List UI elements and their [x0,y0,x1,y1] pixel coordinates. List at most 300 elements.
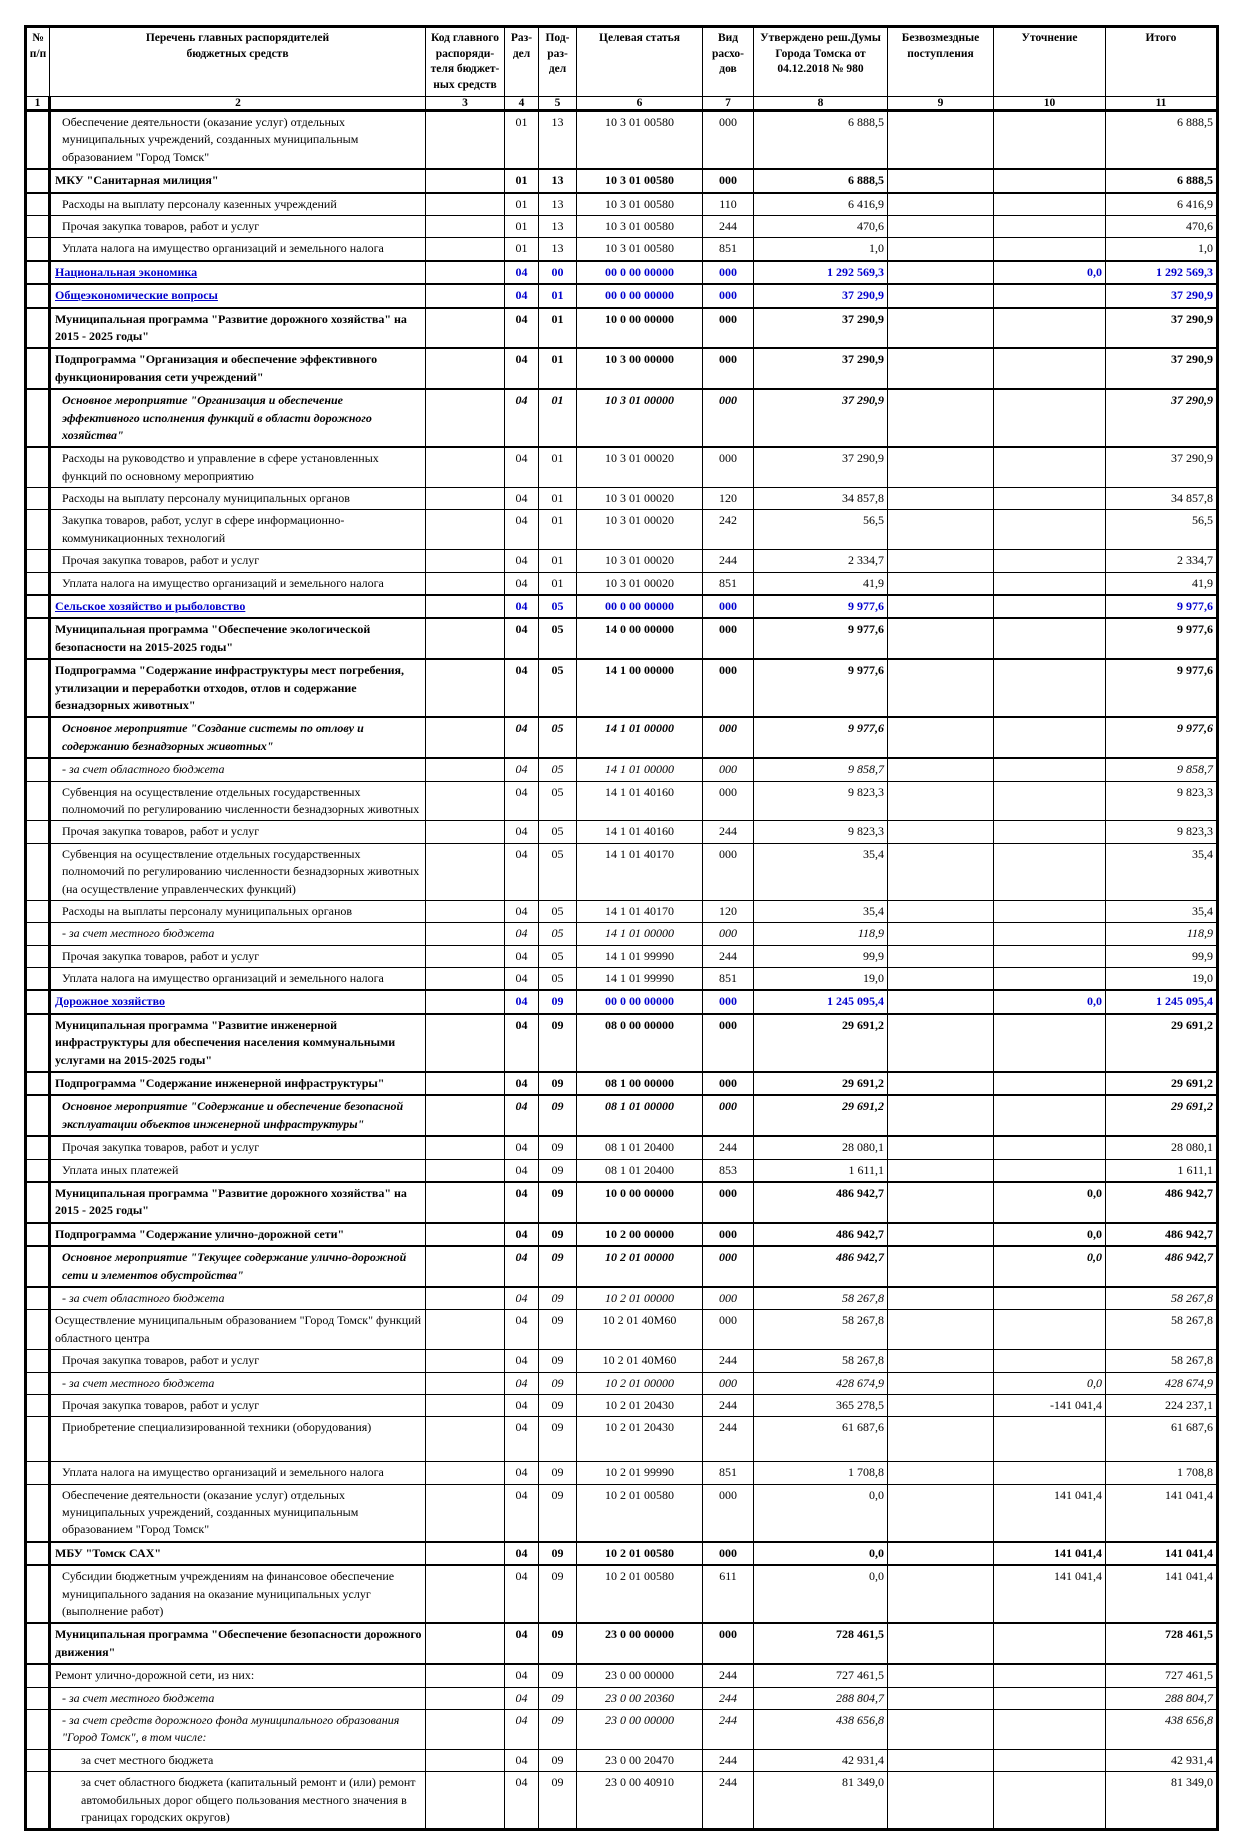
cell-celevaya: 10 2 01 20430 [577,1417,703,1462]
cell-approved: 9 977,6 [754,717,888,758]
table-row [26,193,1218,216]
cell-podrazdel: 09 [539,1246,577,1287]
cell-approved: 37 290,9 [754,389,888,447]
cell-podrazdel: 09 [539,1072,577,1095]
cell-approved: 34 857,8 [754,488,888,510]
cell-total: 58 267,8 [1106,1350,1218,1372]
cell-celevaya: 14 1 01 00000 [577,923,703,945]
cell-gratuitous [888,821,994,843]
cell-total: 727 461,5 [1106,1664,1218,1687]
cell-row-number [26,572,50,595]
cell-code [426,1542,505,1565]
cell-approved: 365 278,5 [754,1394,888,1416]
cell-name: Дорожное хозяйство [50,990,426,1013]
cell-approved: 61 687,6 [754,1417,888,1462]
cell-adjustment [994,1664,1106,1687]
cell-row-number [26,284,50,307]
cell-celevaya: 23 0 00 00000 [577,1623,703,1664]
table-row [26,1749,1218,1771]
cell-row-number [26,510,50,550]
cell-approved: 1 292 569,3 [754,261,888,284]
cell-adjustment [994,1287,1106,1310]
column-number: 11 [1106,97,1218,111]
cell-razdel: 04 [505,1159,539,1182]
cell-code [426,510,505,550]
cell-row-number [26,923,50,945]
cell-adjustment: 0,0 [994,1246,1106,1287]
cell-podrazdel: 13 [539,111,577,170]
cell-razdel: 04 [505,618,539,659]
cell-razdel: 04 [505,1749,539,1771]
cell-adjustment [994,1136,1106,1159]
table-row [26,1159,1218,1182]
cell-row-number [26,968,50,991]
cell-celevaya: 10 3 01 00020 [577,488,703,510]
cell-vid: 000 [703,169,754,192]
cell-name: Общеэкономические вопросы [50,284,426,307]
cell-code [426,1223,505,1246]
cell-approved: 42 931,4 [754,1749,888,1771]
cell-approved: 9 977,6 [754,659,888,717]
cell-vid: 000 [703,1095,754,1136]
table-row [26,945,1218,967]
cell-code [426,1484,505,1542]
cell-code [426,1072,505,1095]
cell-approved: 0,0 [754,1484,888,1542]
cell-adjustment [994,781,1106,821]
cell-adjustment [994,169,1106,192]
cell-code [426,193,505,216]
cell-gratuitous [888,1310,994,1350]
cell-razdel: 01 [505,238,539,261]
cell-gratuitous [888,1687,994,1709]
cell-adjustment [994,923,1106,945]
cell-row-number [26,1542,50,1565]
cell-celevaya: 10 3 00 00000 [577,348,703,389]
cell-celevaya: 10 2 01 40М60 [577,1350,703,1372]
cell-celevaya: 00 0 00 00000 [577,595,703,618]
header-razdel: Раз- дел [505,27,539,97]
table-row [26,1072,1218,1095]
cell-razdel: 04 [505,1182,539,1223]
cell-row-number [26,821,50,843]
cell-adjustment [994,193,1106,216]
cell-total: 9 977,6 [1106,717,1218,758]
cell-total: 29 691,2 [1106,1095,1218,1136]
cell-total: 1 292 569,3 [1106,261,1218,284]
cell-podrazdel: 09 [539,1310,577,1350]
cell-vid: 853 [703,1159,754,1182]
cell-code [426,1417,505,1462]
cell-adjustment [994,1687,1106,1709]
cell-vid: 000 [703,1246,754,1287]
cell-approved: 37 290,9 [754,308,888,349]
cell-vid: 000 [703,1372,754,1394]
cell-code [426,389,505,447]
table-row [26,1246,1218,1287]
cell-podrazdel: 01 [539,348,577,389]
cell-vid: 851 [703,968,754,991]
table-row [26,1709,1218,1749]
cell-vid: 851 [703,572,754,595]
cell-code [426,1350,505,1372]
cell-name: за счет областного бюджета (капитальный ремонт и (или) ремонт автомобильных дорог общего пользования местного значения в границах городских округов) [50,1772,426,1830]
cell-vid: 244 [703,216,754,238]
cell-name: - за счет местного бюджета [50,1372,426,1394]
cell-name: Приобретение специализированной техники (оборудования) [50,1417,426,1462]
cell-total: 6 888,5 [1106,169,1218,192]
cell-podrazdel: 09 [539,1350,577,1372]
cell-gratuitous [888,990,994,1013]
cell-row-number [26,1372,50,1394]
cell-vid: 000 [703,781,754,821]
cell-approved: 19,0 [754,968,888,991]
cell-vid: 611 [703,1565,754,1623]
cell-name: Уплата иных платежей [50,1159,426,1182]
cell-total: 224 237,1 [1106,1394,1218,1416]
cell-total: 56,5 [1106,510,1218,550]
cell-gratuitous [888,193,994,216]
cell-podrazdel: 09 [539,1223,577,1246]
cell-code [426,1664,505,1687]
table-row [26,1417,1218,1462]
cell-name: - за счет областного бюджета [50,758,426,781]
table-row [26,308,1218,349]
cell-vid: 000 [703,1182,754,1223]
cell-total: 470,6 [1106,216,1218,238]
cell-row-number [26,1462,50,1484]
cell-razdel: 04 [505,781,539,821]
cell-approved: 35,4 [754,900,888,922]
cell-approved: 9 858,7 [754,758,888,781]
cell-celevaya: 08 1 01 00000 [577,1095,703,1136]
cell-code [426,348,505,389]
cell-total: 61 687,6 [1106,1417,1218,1462]
cell-gratuitous [888,1014,994,1072]
cell-adjustment [994,284,1106,307]
cell-gratuitous [888,216,994,238]
cell-adjustment: 0,0 [994,1223,1106,1246]
cell-vid: 000 [703,659,754,717]
cell-podrazdel: 00 [539,261,577,284]
cell-adjustment [994,1159,1106,1182]
cell-celevaya: 10 3 01 00020 [577,572,703,595]
cell-celevaya: 23 0 00 20470 [577,1749,703,1771]
cell-name: Подпрограмма "Содержание улично-дорожной сети" [50,1223,426,1246]
cell-code [426,111,505,170]
cell-celevaya: 23 0 00 00000 [577,1709,703,1749]
cell-row-number [26,659,50,717]
cell-code [426,572,505,595]
cell-celevaya: 08 0 00 00000 [577,1014,703,1072]
cell-approved: 1,0 [754,238,888,261]
cell-row-number [26,1350,50,1372]
cell-celevaya: 00 0 00 00000 [577,990,703,1013]
cell-podrazdel: 05 [539,659,577,717]
cell-razdel: 04 [505,389,539,447]
cell-podrazdel: 05 [539,900,577,922]
cell-adjustment [994,1623,1106,1664]
table-row [26,261,1218,284]
cell-code [426,1709,505,1749]
cell-code [426,1287,505,1310]
cell-vid: 000 [703,1310,754,1350]
cell-total: 37 290,9 [1106,447,1218,487]
cell-approved: 41,9 [754,572,888,595]
cell-code [426,990,505,1013]
cell-gratuitous [888,488,994,510]
cell-name: Сельское хозяйство и рыболовство [50,595,426,618]
cell-gratuitous [888,758,994,781]
cell-adjustment [994,945,1106,967]
cell-razdel: 04 [505,821,539,843]
cell-name: Муниципальная программа "Обеспечение экологической безопасности на 2015-2025 годы" [50,618,426,659]
cell-celevaya: 10 2 01 00580 [577,1542,703,1565]
cell-adjustment [994,348,1106,389]
cell-row-number [26,843,50,900]
cell-gratuitous [888,1287,994,1310]
cell-vid: 000 [703,261,754,284]
table-row [26,1287,1218,1310]
cell-vid: 000 [703,923,754,945]
cell-celevaya: 08 1 01 20400 [577,1136,703,1159]
cell-razdel: 04 [505,1462,539,1484]
cell-celevaya: 23 0 00 00000 [577,1664,703,1687]
header-approved: Утверждено реш.Думы Города Томска от 04.12.2018 № 980 [754,27,888,97]
column-number: 5 [539,97,577,111]
cell-row-number [26,1095,50,1136]
cell-celevaya: 14 1 01 00000 [577,758,703,781]
table-row [26,1542,1218,1565]
cell-celevaya: 10 2 01 00000 [577,1372,703,1394]
cell-name: Расходы на выплату персоналу муниципальных органов [50,488,426,510]
cell-total: 37 290,9 [1106,389,1218,447]
cell-podrazdel: 09 [539,1182,577,1223]
cell-celevaya: 00 0 00 00000 [577,261,703,284]
cell-total: 37 290,9 [1106,284,1218,307]
cell-row-number [26,717,50,758]
cell-approved: 486 942,7 [754,1223,888,1246]
cell-vid: 000 [703,843,754,900]
table-row [26,758,1218,781]
table-row [26,717,1218,758]
cell-code [426,284,505,307]
cell-razdel: 04 [505,990,539,1013]
cell-celevaya: 10 3 01 00580 [577,169,703,192]
cell-name: Субвенция на осуществление отдельных государственных полномочий по регулированию численности безнадзорных животных (на осуществление управленческих функций) [50,843,426,900]
cell-gratuitous [888,1417,994,1462]
cell-celevaya: 10 3 01 00580 [577,111,703,170]
cell-adjustment [994,216,1106,238]
cell-adjustment [994,717,1106,758]
cell-code [426,945,505,967]
cell-row-number [26,1417,50,1462]
cell-approved: 428 674,9 [754,1372,888,1394]
cell-row-number [26,1014,50,1072]
cell-razdel: 04 [505,945,539,967]
table-row [26,550,1218,572]
cell-gratuitous [888,572,994,595]
table-row [26,111,1218,170]
cell-row-number [26,261,50,284]
cell-gratuitous [888,618,994,659]
cell-approved: 1 708,8 [754,1462,888,1484]
cell-code [426,1749,505,1771]
cell-total: 9 977,6 [1106,659,1218,717]
cell-razdel: 04 [505,308,539,349]
cell-name: за счет местного бюджета [50,1749,426,1771]
cell-row-number [26,945,50,967]
cell-approved: 9 977,6 [754,595,888,618]
cell-name: Прочая закупка товаров, работ и услуг [50,945,426,967]
cell-code [426,1372,505,1394]
table-row [26,1772,1218,1830]
cell-razdel: 04 [505,1484,539,1542]
cell-total: 141 041,4 [1106,1542,1218,1565]
cell-gratuitous [888,111,994,170]
cell-row-number [26,1484,50,1542]
cell-podrazdel: 13 [539,238,577,261]
table-row [26,1014,1218,1072]
cell-total: 41,9 [1106,572,1218,595]
cell-adjustment: 0,0 [994,1182,1106,1223]
cell-code [426,758,505,781]
cell-celevaya: 10 2 01 40М60 [577,1310,703,1350]
cell-vid: 244 [703,1136,754,1159]
cell-name: - за счет местного бюджета [50,1687,426,1709]
cell-approved: 58 267,8 [754,1287,888,1310]
cell-row-number [26,550,50,572]
column-number: 6 [577,97,703,111]
cell-code [426,1565,505,1623]
cell-total: 438 656,8 [1106,1709,1218,1749]
cell-name: - за счет средств дорожного фонда муниципального образования "Город Томск", в том числе: [50,1709,426,1749]
cell-adjustment: 141 041,4 [994,1484,1106,1542]
cell-total: 1,0 [1106,238,1218,261]
cell-adjustment: 0,0 [994,261,1106,284]
cell-total: 141 041,4 [1106,1565,1218,1623]
cell-podrazdel: 09 [539,1749,577,1771]
table-row [26,216,1218,238]
table-row [26,1350,1218,1372]
cell-gratuitous [888,1709,994,1749]
table-row [26,238,1218,261]
cell-celevaya: 14 0 00 00000 [577,618,703,659]
cell-total: 37 290,9 [1106,348,1218,389]
cell-row-number [26,308,50,349]
cell-vid: 000 [703,389,754,447]
cell-name: Подпрограмма "Содержание инфраструктуры мест погребения, утилизации и переработки отходов, отлов и содержание безнадзорных животных" [50,659,426,717]
cell-vid: 000 [703,1072,754,1095]
cell-total: 9 977,6 [1106,618,1218,659]
cell-name: Прочая закупка товаров, работ и услуг [50,1394,426,1416]
cell-razdel: 04 [505,843,539,900]
cell-code [426,1687,505,1709]
cell-podrazdel: 09 [539,1095,577,1136]
header-row [26,27,1218,97]
cell-adjustment [994,595,1106,618]
cell-vid: 244 [703,1772,754,1830]
cell-row-number [26,193,50,216]
cell-name: Основное мероприятие "Содержание и обеспечение безопасной эксплуатации объектов инженерной инфраструктуры" [50,1095,426,1136]
cell-approved: 727 461,5 [754,1664,888,1687]
cell-razdel: 01 [505,216,539,238]
cell-code [426,843,505,900]
cell-row-number [26,758,50,781]
cell-razdel: 04 [505,1664,539,1687]
cell-gratuitous [888,1182,994,1223]
cell-podrazdel: 05 [539,843,577,900]
cell-gratuitous [888,923,994,945]
cell-razdel: 04 [505,1542,539,1565]
cell-celevaya: 14 1 01 99990 [577,945,703,967]
cell-total: 486 942,7 [1106,1223,1218,1246]
column-number: 9 [888,97,994,111]
cell-code [426,261,505,284]
cell-vid: 851 [703,1462,754,1484]
cell-approved: 118,9 [754,923,888,945]
cell-razdel: 04 [505,572,539,595]
cell-podrazdel: 09 [539,1462,577,1484]
cell-gratuitous [888,1350,994,1372]
cell-code [426,1462,505,1484]
cell-total: 6 416,9 [1106,193,1218,216]
cell-podrazdel: 09 [539,1372,577,1394]
cell-vid: 000 [703,1623,754,1664]
cell-gratuitous [888,968,994,991]
cell-adjustment [994,510,1106,550]
cell-celevaya: 10 0 00 00000 [577,308,703,349]
header-celevaya: Целевая статья [577,27,703,97]
cell-total: 29 691,2 [1106,1072,1218,1095]
cell-code [426,1310,505,1350]
cell-code [426,1182,505,1223]
cell-adjustment [994,900,1106,922]
cell-name: Субсидии бюджетным учреждениям на финансовое обеспечение муниципального задания на оказание муниципальных услуг (выполнение работ) [50,1565,426,1623]
cell-gratuitous [888,1072,994,1095]
cell-celevaya: 14 1 01 40160 [577,781,703,821]
cell-approved: 438 656,8 [754,1709,888,1749]
cell-adjustment [994,1095,1106,1136]
cell-total: 34 857,8 [1106,488,1218,510]
header-adjustment: Уточнение [994,27,1106,97]
cell-vid: 000 [703,1542,754,1565]
cell-gratuitous [888,1095,994,1136]
cell-code [426,1095,505,1136]
cell-razdel: 01 [505,169,539,192]
cell-row-number [26,1182,50,1223]
cell-code [426,308,505,349]
table-row [26,618,1218,659]
cell-adjustment [994,550,1106,572]
cell-celevaya: 10 3 01 00580 [577,216,703,238]
cell-adjustment [994,1417,1106,1462]
cell-celevaya: 14 1 00 00000 [577,659,703,717]
cell-adjustment [994,821,1106,843]
cell-razdel: 04 [505,758,539,781]
cell-approved: 37 290,9 [754,447,888,487]
table-row [26,1223,1218,1246]
cell-total: 29 691,2 [1106,1014,1218,1072]
cell-code [426,923,505,945]
column-number: 10 [994,97,1106,111]
document-page [0,25,1240,1824]
cell-gratuitous [888,659,994,717]
cell-approved: 37 290,9 [754,348,888,389]
cell-code [426,1772,505,1830]
cell-total: 486 942,7 [1106,1246,1218,1287]
cell-vid: 851 [703,238,754,261]
